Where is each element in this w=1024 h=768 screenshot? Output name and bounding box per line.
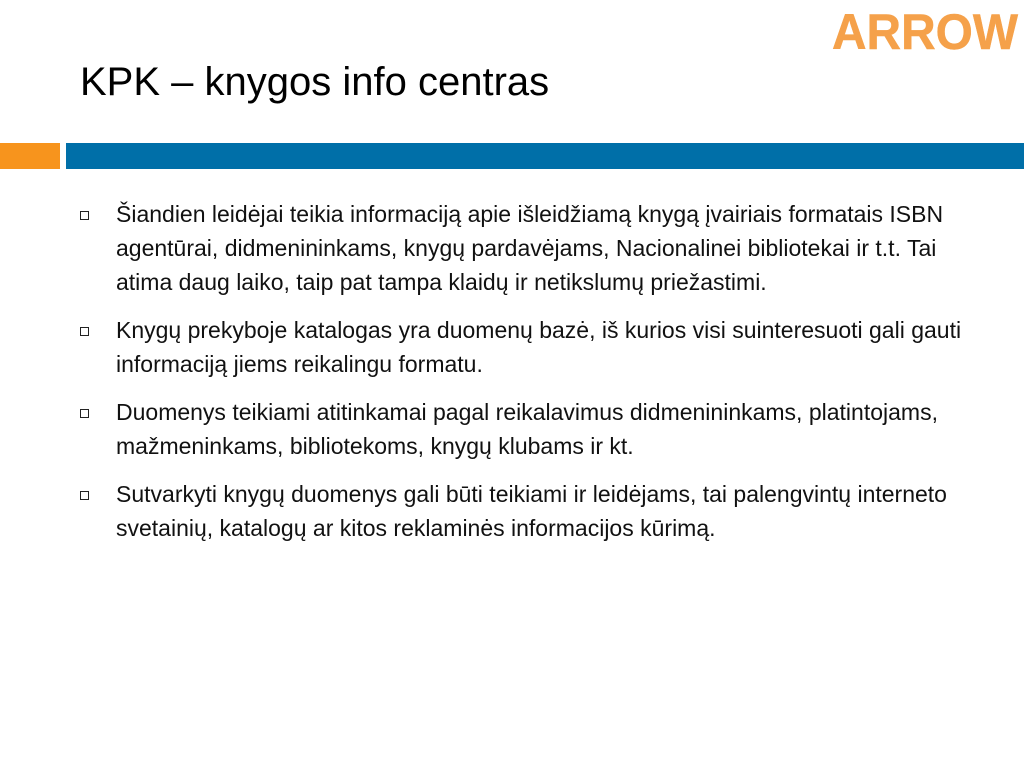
accent-bar-blue: [66, 143, 1024, 169]
square-bullet-icon: [80, 327, 89, 336]
arrow-logo-text: ARROW: [832, 4, 1019, 55]
bullet-text: Duomenys teikiami atitinkamai pagal reikalavimus didmenininkams, platintojams, mažmeninkams, bibliotekoms, knygų klubams ir kt.: [116, 399, 938, 459]
bullet-text: Šiandien leidėjai teikia informaciją apie išleidžiamą knygą įvairiais formatais ISBN agentūrai, didmenininkams, knygų pardavėjams, Nacionalinei bibliotekai ir t.t. Tai atima daug laiko, taip pat tampa klaidų ir netikslumų priežastimi.: [116, 201, 944, 295]
square-bullet-icon: [80, 491, 89, 500]
bullet-item: [80, 477, 980, 545]
arrow-logo: [830, 3, 1020, 55]
bullet-text: Knygų prekyboje katalogas yra duomenų bazė, iš kurios visi suinteresuoti gali gauti informaciją jiems reikalingu formatu.: [116, 317, 962, 377]
bullet-text: Sutvarkyti knygų duomenys gali būti teikiami ir leidėjams, tai palengvintų interneto svetainių, katalogų ar kitos reklaminės informacijos kūrimą.: [116, 481, 947, 541]
accent-bar-orange: [0, 143, 60, 169]
bullet-item: [80, 395, 980, 463]
bullet-list: [80, 197, 980, 559]
bullet-item: [80, 313, 980, 381]
bullet-item: [80, 197, 980, 299]
square-bullet-icon: [80, 211, 89, 220]
square-bullet-icon: [80, 409, 89, 418]
slide-title: KPK – knygos info centras: [80, 60, 550, 104]
